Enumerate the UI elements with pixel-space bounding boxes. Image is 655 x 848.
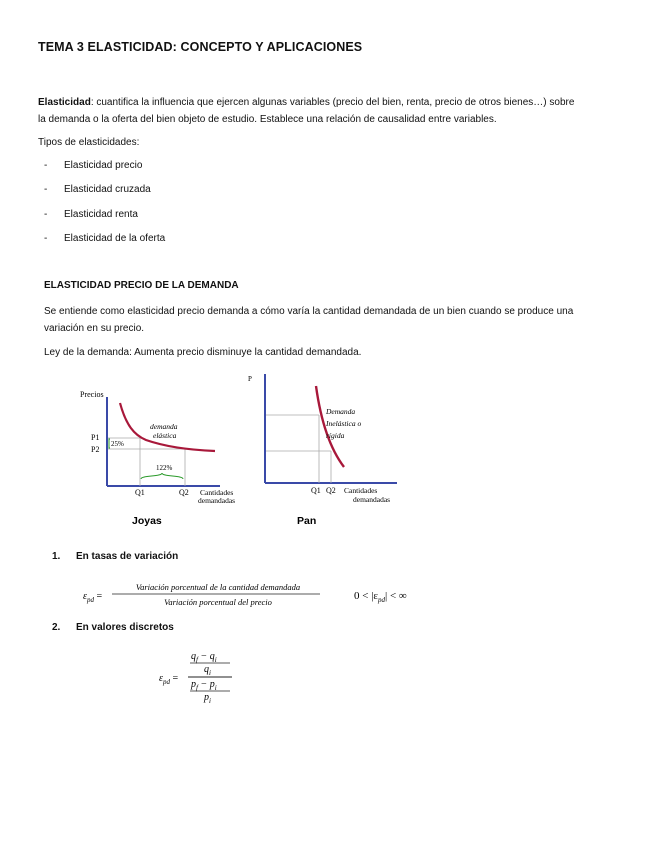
price-bracket — [109, 439, 110, 448]
types-heading: Tipos de elasticidades: — [38, 137, 140, 148]
chart-joyas — [70, 383, 236, 528]
q-denominator: $q_i$ — [204, 664, 211, 677]
curve-label-line2: Inelástica o — [326, 419, 362, 428]
tick-q2: Q2 — [326, 486, 336, 495]
quantity-change-label: 122% — [156, 464, 173, 472]
curve-label-line1: Demanda — [326, 407, 356, 416]
definition-term: Elasticidad — [38, 97, 91, 108]
x-axis-label-line1: Cantidades — [200, 488, 234, 497]
tick-p1: P1 — [91, 433, 100, 442]
tick-q2: Q2 — [179, 488, 189, 497]
formula-lhs: $\varepsilon_{pd}$ = — [83, 591, 103, 604]
y-axis-label: Precios — [80, 390, 104, 399]
chart-pan — [240, 370, 410, 528]
definition-text-line1: : cuantifica la influencia que ejercen algunas variables (precio del bien, renta, precio de otros bienes…) sobre — [90, 97, 575, 108]
list-item: - Elasticidad renta — [44, 209, 138, 220]
chart-title: Joyas — [132, 515, 162, 527]
definition-text-line2: la demanda o la oferta del bien objeto de estudio. Establece una relación de causalidad entre variables. — [38, 113, 497, 125]
p-numerator: $p_f - p_i$ — [191, 679, 217, 692]
law-of-demand: Ley de la demanda: Aumenta precio disminuye la cantidad demandada. — [44, 347, 362, 358]
tick-q1: Q1 — [135, 488, 145, 497]
x-axis-label-line2: demandadas — [353, 495, 391, 504]
definition-paragraph — [38, 95, 623, 128]
formula-lhs: $\varepsilon_{pd}$ = — [159, 673, 179, 686]
list-item: - Elasticidad de la oferta — [44, 233, 166, 244]
curve-label-line3: rígida — [326, 431, 345, 440]
formula-discrete — [155, 645, 265, 705]
tick-q1: Q1 — [311, 486, 321, 495]
formula-heading-2: 2. En valores discretos — [52, 622, 174, 633]
price-change-label: 25% — [111, 440, 124, 448]
formula-denominator: Variación porcentual del precio — [164, 597, 272, 607]
list-item: - Elasticidad precio — [44, 160, 143, 171]
y-axis-label: P — [248, 375, 252, 383]
formula-percent — [80, 578, 450, 610]
quantity-bracket — [141, 473, 183, 479]
x-axis-label-line2: demandadas — [198, 496, 236, 505]
formula-heading-1: 1. En tasas de variación — [52, 551, 179, 562]
chart-title: Pan — [297, 515, 317, 527]
p-denominator: $p_i$ — [204, 692, 211, 705]
formula-numerator: Variación porcentual de la cantidad demandada — [135, 582, 301, 592]
tick-p2: P2 — [91, 445, 100, 454]
list-item: - Elasticidad cruzada — [44, 184, 151, 195]
section-paragraph: Se entiende como elasticidad precio demanda a cómo varía la cantidad demandada de un bien cuando se produce una variación en su precio. — [44, 306, 574, 334]
curve-label-line2: elástica — [153, 431, 177, 440]
q-numerator: $q_f - q_i$ — [191, 651, 217, 664]
section-heading: ELASTICIDAD PRECIO DE LA DEMANDA — [44, 280, 239, 291]
page-title: TEMA 3 ELASTICIDAD: CONCEPTO Y APLICACIONES — [38, 40, 363, 54]
formula-range: $0 < |\varepsilon_{pd}|$ < ∞ — [354, 590, 407, 604]
x-axis-label-line1: Cantidades — [344, 486, 378, 495]
curve-label-line1: demanda — [150, 422, 178, 431]
